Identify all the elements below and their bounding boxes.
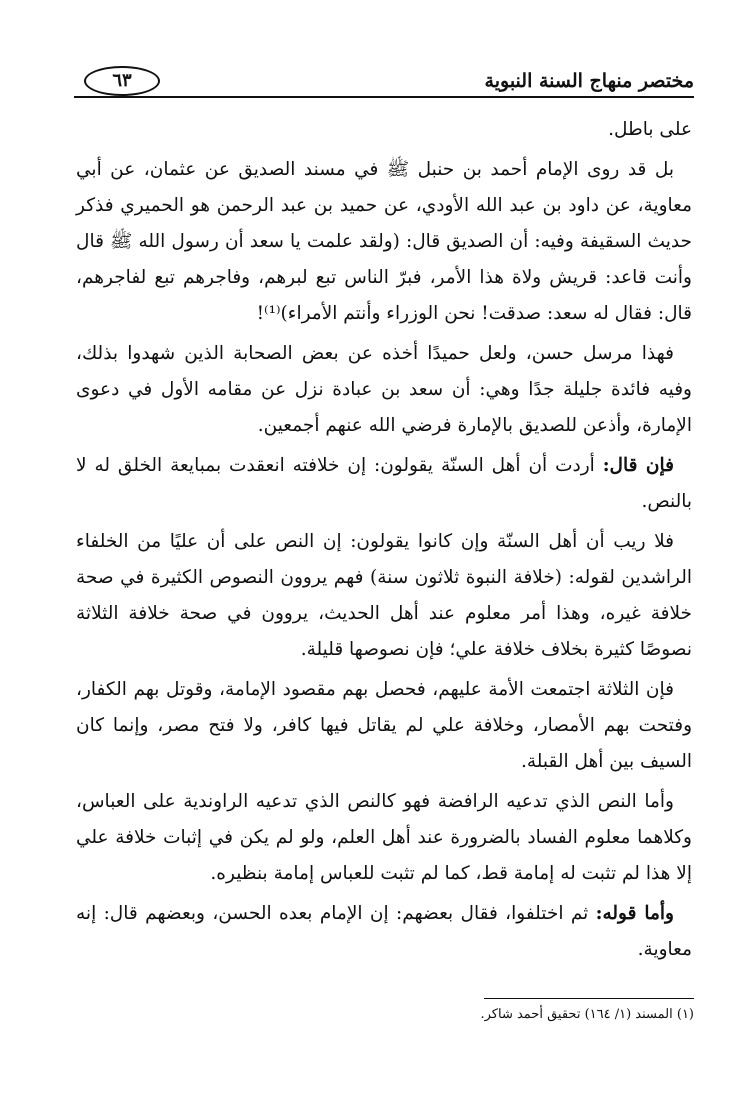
- paragraph-text: أردت أن أهل السنّة يقولون: إن خلافته انعقدت بمبايعة الخلق له لا بالنص.: [76, 455, 692, 512]
- header-rule: [74, 96, 694, 98]
- paragraph-text: فهذا مرسل حسن، ولعل حميدًا أخذه عن بعض الصحابة الذين شهدوا بذلك، وفيه فائدة جليلة جدًا وهي: أن سعد بن عبادة نزل عن مقامه الأول في دعوى الإمارة، وأذعن للصديق بالإمارة فرضي الله عنهم أجمعين.: [76, 343, 692, 436]
- paragraph-7: [76, 784, 692, 892]
- footnote: (١) المسند (١/ ١٦٤) تحقيق أحمد شاكر.: [480, 1007, 694, 1022]
- footnote-rule: [484, 998, 694, 999]
- page-number: ٦٣: [84, 66, 160, 96]
- paragraph-text: بل قد روى الإمام أحمد بن حنبل ﷺ في مسند الصديق عن عثمان، عن أبي معاوية، عن داود بن عبد الله الأودي، عن حميد بن عبد الرحمن هو الحميري فذكر حديث السقيفة وفيه: أن الصديق قال: (ولقد علمت يا سعد أن رسول الله ﷺ قال وأنت قاعد: قريش ولاة هذا الأمر، فبرّ الناس تبع لبرهم، وفاجرهم تبع لفاجرهم، قال: فقال له سعد: صدقت! نحن الوزراء وأنتم الأمراء)⁽¹⁾!: [76, 159, 692, 324]
- paragraph-6: [76, 672, 692, 780]
- body-text: [76, 112, 692, 972]
- paragraph-3: [76, 336, 692, 444]
- page-header: [74, 66, 694, 100]
- paragraph-1: [76, 112, 692, 148]
- paragraph-8: [76, 896, 692, 968]
- paragraph-text: ثم اختلفوا، فقال بعضهم: إن الإمام بعده الحسن، وبعضهم قال: إنه معاوية.: [76, 903, 692, 960]
- paragraph-lead: فإن قال:: [602, 455, 674, 476]
- running-title: مختصر منهاج السنة النبوية: [484, 70, 694, 92]
- paragraph-4: [76, 448, 692, 520]
- paragraph-5: [76, 524, 692, 668]
- paragraph-lead: وأما قوله:: [595, 903, 674, 924]
- paragraph-2: [76, 152, 692, 332]
- paragraph-text: وأما النص الذي تدعيه الرافضة فهو كالنص الذي تدعيه الراوندية على العباس، وكلاهما معلوم الفساد بالضرورة عند أهل العلم، ولو لم يكن في إثبات خلافة علي إلا هذا لم تثبت له إمامة قط، كما لم تثبت للعباس إمامة بنظيره.: [76, 791, 692, 884]
- paragraph-text: فلا ريب أن أهل السنّة وإن كانوا يقولون: إن النص على أن عليًا من الخلفاء الراشدين لقوله: (خلافة النبوة ثلاثون سنة) فهم يروون النصوص الكثيرة في صحة خلافة غيره، وهذا أمر معلوم عند أهل الحديث، يروون في صحة خلافة الثلاثة نصوصًا كثيرة بخلاف خلافة علي؛ فإن نصوصها قليلة.: [76, 531, 692, 660]
- paragraph-text: على باطل.: [608, 119, 692, 140]
- paragraph-text: فإن الثلاثة اجتمعت الأمة عليهم، فحصل بهم مقصود الإمامة، وقوتل بهم الكفار، وفتحت بهم الأمصار، وخلافة علي لم يقاتل فيها كافر، ولا فتح مصر، وإنما كان السيف بين أهل القبلة.: [76, 679, 692, 772]
